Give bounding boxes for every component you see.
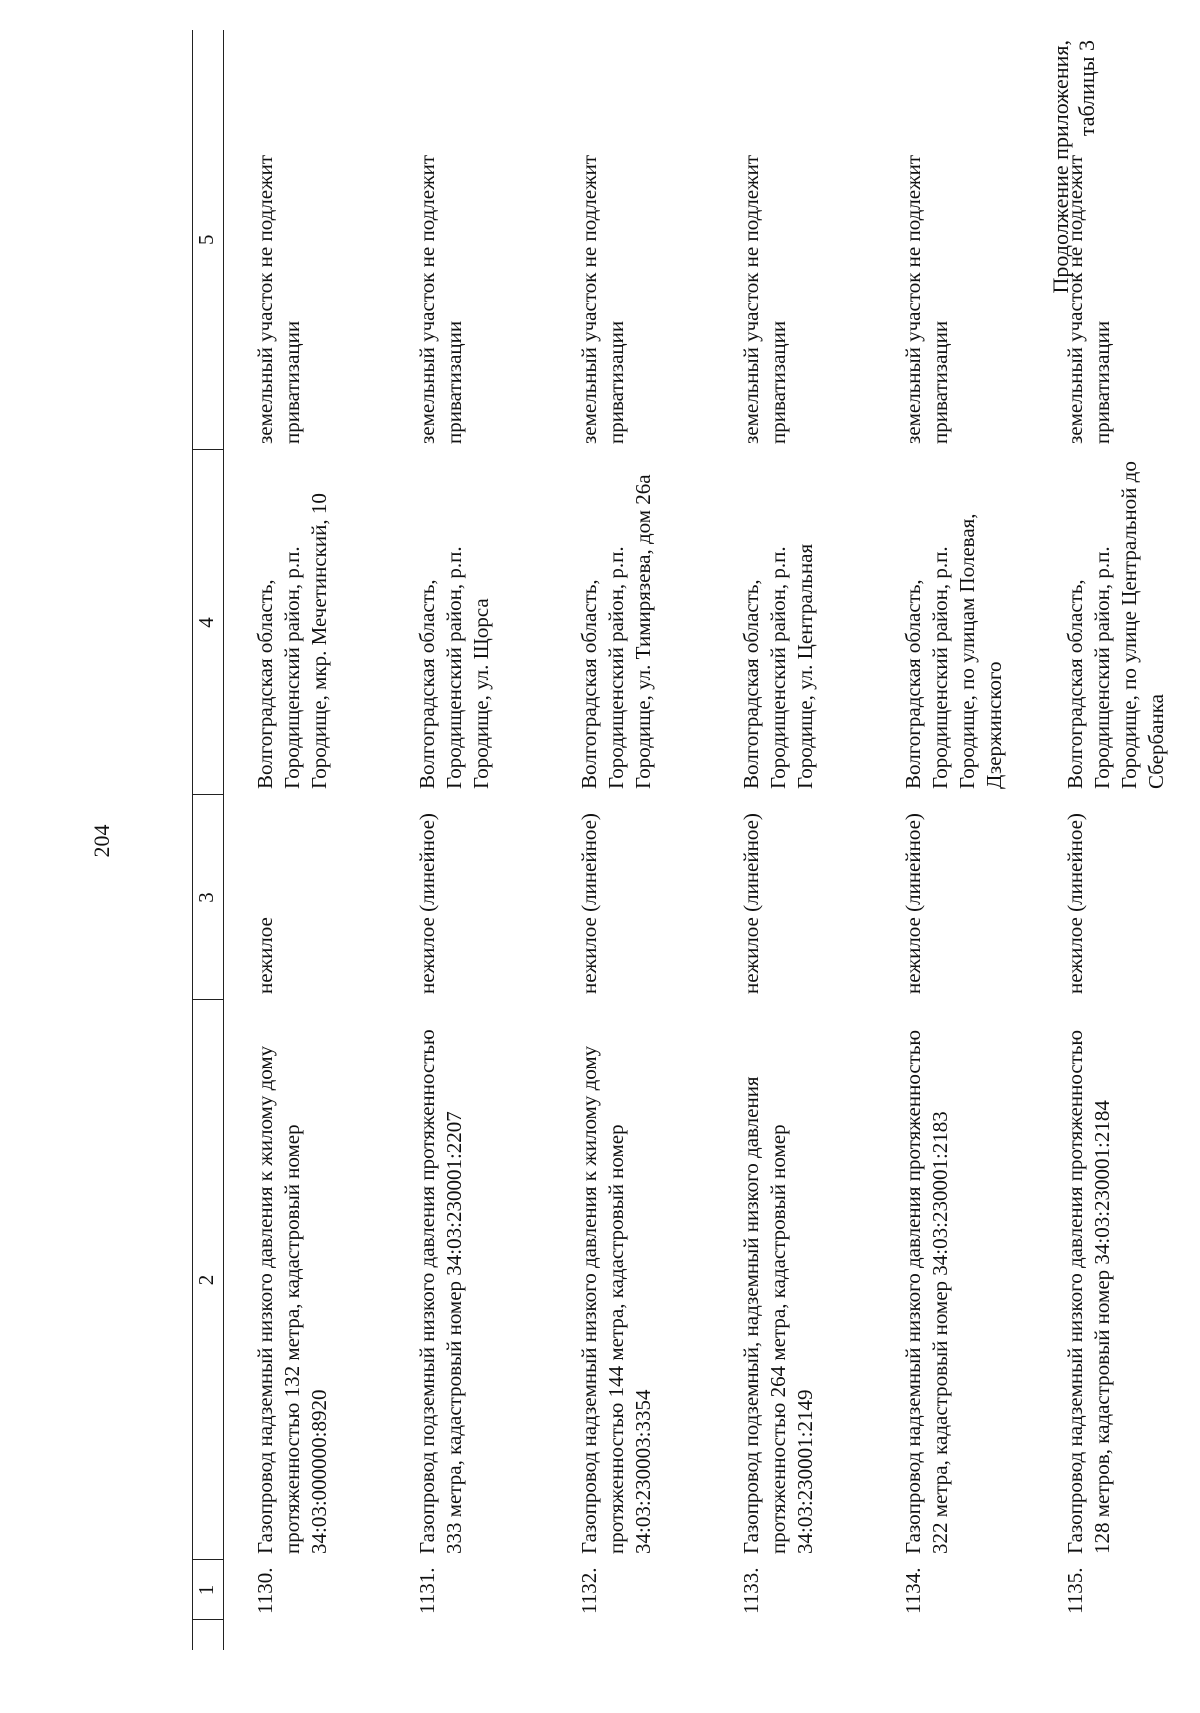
- table-row: [872, 30, 1034, 1650]
- object-address: Волгоградская область, Городищенский район, р.п. Городище, мкр. Мечетинский, 10: [253, 493, 331, 789]
- table-row: [548, 30, 710, 1650]
- column-header-1: 1: [193, 1560, 224, 1620]
- column-header-5: 5: [193, 30, 224, 450]
- object-note: земельный участок не подлежит приватизации: [739, 154, 790, 444]
- object-address: Волгоградская область, Городищенский район, р.п. Городище, ул. Тимирязева, дом 26а: [577, 474, 655, 789]
- object-address: Волгоградская область, Городищенский район, р.п. Городище, ул. Центральная: [739, 543, 817, 789]
- property-table: [192, 30, 1196, 1650]
- object-note: земельный участок не подлежит приватизации: [577, 154, 628, 444]
- column-header-blank: [193, 1620, 224, 1650]
- object-category: нежилое (линейное): [1063, 813, 1087, 994]
- object-name: Газопровод надземный низкого давления к жилому дому протяженностью 132 метра, кадастровый номер 34:03:000000:8920: [253, 1045, 331, 1554]
- object-name: Газопровод подземный низкого давления протяженностью 333 метра, кадастровый номер 34:03:230001:2207: [415, 1029, 466, 1554]
- row-number: 1132.: [577, 1567, 601, 1614]
- object-address: Волгоградская область, Городищенский район, р.п. Городище, ул. Щорса: [415, 546, 493, 789]
- table-row: [386, 30, 548, 1650]
- table-row: [710, 30, 872, 1650]
- object-name: Газопровод подземный, надземный низкого давления протяженностью 264 метра, кадастровый номер 34:03:230001:2149: [739, 1076, 817, 1554]
- object-category: нежилое (линейное): [901, 813, 925, 994]
- object-address: Волгоградская область, Городищенский район, р.п. Городище, по улице Центральной до Сбербанка: [1063, 461, 1168, 789]
- column-header-3: 3: [193, 795, 224, 1000]
- column-header-4: 4: [193, 450, 224, 795]
- object-category: нежилое (линейное): [739, 813, 763, 994]
- table-row: [1034, 30, 1196, 1650]
- row-number: 1131.: [415, 1567, 439, 1614]
- object-name: Газопровод надземный низкого давления протяженностью 322 метра, кадастровый номер 34:03:230001:2183: [901, 1029, 952, 1554]
- row-number: 1133.: [739, 1567, 763, 1614]
- object-address: Волгоградская область, Городищенский район, р.п. Городище, по улицам Полевая, Дзержинского: [901, 513, 1006, 789]
- object-category: нежилое (линейное): [577, 813, 601, 994]
- object-category: нежилое (линейное): [415, 813, 439, 994]
- object-name: Газопровод надземный низкого давления к жилому дому протяженностью 144 метра, кадастровый номер 34:03:230003:3354: [577, 1045, 655, 1554]
- continuation-line-2: таблицы 3: [1074, 40, 1099, 137]
- table-header-row: [193, 30, 224, 1650]
- object-category: нежилое: [253, 917, 277, 994]
- object-note: земельный участок не подлежит приватизации: [415, 154, 466, 444]
- page-number: 204: [89, 824, 114, 858]
- column-header-2: 2: [193, 1000, 224, 1560]
- table-row: [224, 30, 387, 1650]
- row-number: 1134.: [901, 1567, 925, 1614]
- object-note: земельный участок не подлежит приватизации: [901, 154, 952, 444]
- row-number: 1130.: [253, 1567, 277, 1614]
- continuation-line-1: Продолжение приложения,: [1048, 40, 1073, 294]
- object-name: Газопровод надземный низкого давления протяженностью 128 метров, кадастровый номер 34:03:230001:2184: [1063, 1029, 1114, 1554]
- object-note: земельный участок не подлежит приватизации: [253, 154, 304, 444]
- row-number: 1135.: [1063, 1567, 1087, 1614]
- object-note: земельный участок не подлежит приватизации: [1063, 154, 1114, 444]
